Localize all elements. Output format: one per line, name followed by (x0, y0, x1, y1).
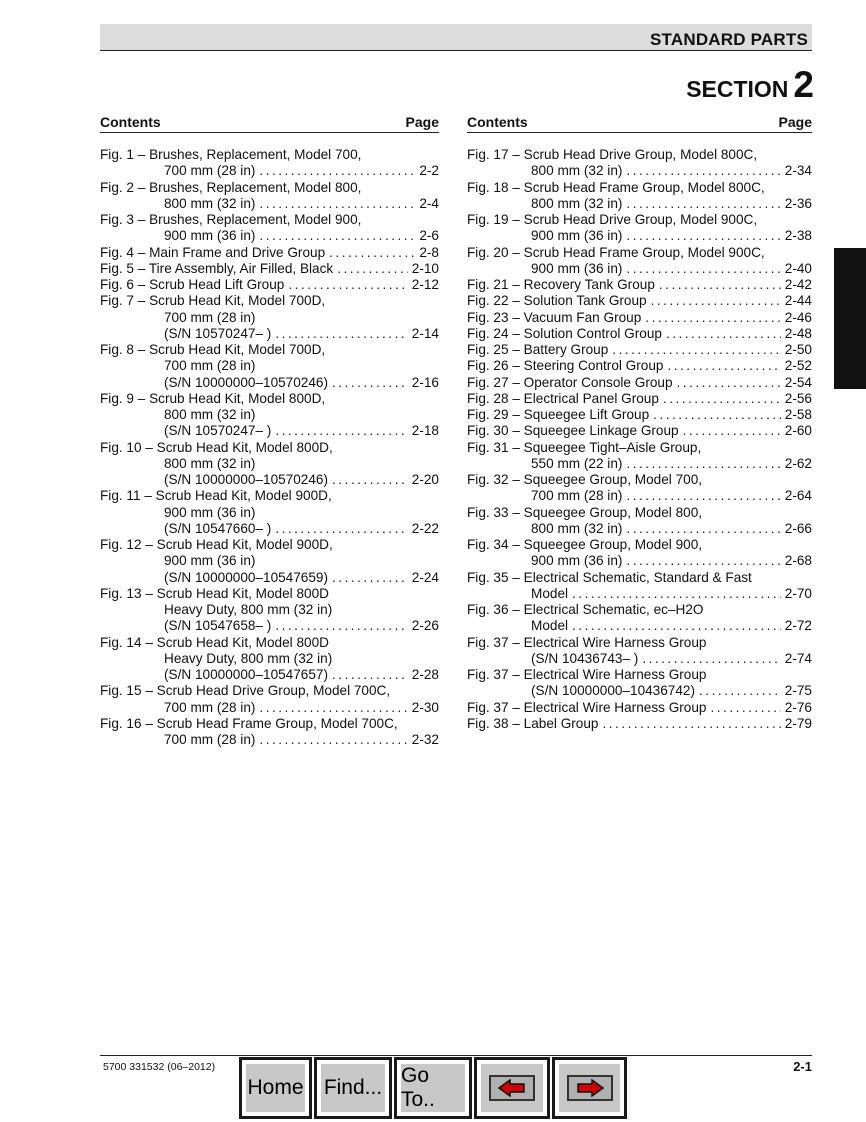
toc-entry-title: Fig. 37 – Electrical Wire Harness Group (467, 699, 707, 715)
toc-entry[interactable] (467, 407, 812, 423)
toc-page-number: 2-36 (784, 195, 812, 211)
dot-leader (699, 683, 781, 699)
dot-leader (683, 423, 781, 439)
toc-entry[interactable] (467, 342, 812, 358)
toc-entry-continuation[interactable] (100, 667, 439, 683)
dot-leader (651, 293, 781, 309)
toc-page-number: 2-46 (784, 309, 812, 325)
toc-entry-title: Fig. 8 – Scrub Head Kit, Model 700D, (100, 342, 326, 357)
toc-entry (100, 212, 439, 228)
toc-entry-continuation[interactable] (467, 488, 812, 504)
dot-leader (275, 521, 407, 537)
toc-page-number: 2-8 (419, 244, 439, 260)
toc-page-number: 2-75 (784, 683, 812, 699)
section-word: SECTION (686, 76, 789, 102)
toc-entry-continuation[interactable] (100, 228, 439, 244)
header-title: STANDARD PARTS (650, 30, 808, 49)
toc-entry-title: 550 mm (22 in) (531, 455, 623, 471)
toc-page-number: 2-20 (411, 472, 439, 487)
dot-leader (659, 277, 781, 293)
toc-entry (100, 488, 439, 504)
dot-leader (259, 732, 407, 748)
toc-entry-title: Fig. 18 – Scrub Head Frame Group, Model 800C, (467, 179, 765, 195)
toc-entry-continuation[interactable] (100, 326, 439, 342)
dot-leader (259, 228, 415, 244)
toc-entry-title: Fig. 1 – Brushes, Replacement, Model 700, (100, 147, 362, 162)
home-button-label: Home (246, 1064, 305, 1112)
toc-entry[interactable] (467, 700, 812, 716)
dot-leader (259, 700, 407, 716)
toc-page-number: 2-32 (411, 732, 439, 747)
toc-entry-title: Fig. 32 – Squeegee Group, Model 700, (467, 472, 703, 487)
footer-doc-number: 5700 331532 (06–2012) (103, 1061, 216, 1073)
toc-entry-title: (S/N 10000000–10547659) (164, 569, 329, 585)
toc-entry-title: Fig. 17 – Scrub Head Drive Group, Model 800C, (467, 147, 758, 162)
toc-entry (100, 180, 439, 196)
toc-entry-title: Fig. 14 – Scrub Head Kit, Model 800D (100, 634, 329, 650)
toc-left-heading (100, 110, 439, 133)
toc-page-number: 2-60 (784, 423, 812, 439)
toc-entry-continuation[interactable] (467, 651, 812, 667)
toc-entry-title: Fig. 6 – Scrub Head Lift Group (100, 277, 285, 292)
toc-entry-title: 700 mm (28 in) (164, 699, 256, 715)
dot-leader (667, 358, 780, 374)
section-number: 2 (793, 64, 814, 105)
toc-page-number: 2-42 (784, 277, 812, 292)
toc-page-number: 2-48 (784, 325, 812, 341)
toc-entry-title: Fig. 21 – Recovery Tank Group (467, 277, 655, 292)
toc-entry[interactable] (100, 245, 439, 261)
toc-entry-continuation[interactable] (467, 456, 812, 472)
toc-entry[interactable] (467, 375, 812, 391)
toc-entry-title: Fig. 16 – Scrub Head Frame Group, Model 700C, (100, 715, 398, 731)
toc-entry-title: (S/N 10000000–10547657) (164, 667, 329, 682)
home-button[interactable] (239, 1057, 312, 1119)
toc-page-number: 2-28 (411, 667, 439, 682)
find-button[interactable] (314, 1057, 392, 1119)
toc-entry-continuation[interactable] (100, 618, 439, 634)
dot-leader (626, 456, 780, 472)
toc-entry-title: 700 mm (28 in) (531, 488, 623, 504)
toc-entry-title: Fig. 31 – Squeegee Tight–Aisle Group, (467, 439, 702, 455)
contents-heading: Contents (100, 114, 161, 130)
toc-entry-continuation[interactable] (467, 228, 812, 244)
toc-entry-title: Fig. 15 – Scrub Head Drive Group, Model 700C, (100, 683, 391, 699)
section-title (686, 64, 814, 106)
dot-leader (259, 196, 415, 212)
toc-left-entries (100, 147, 439, 748)
toc-entry (467, 147, 812, 163)
toc-entry-title: 800 mm (32 in) (531, 520, 623, 536)
toc-entry-title: (S/N 10570247– ) (164, 423, 272, 439)
toc-entry-title: Fig. 5 – Tire Assembly, Air Filled, Black (100, 260, 334, 276)
toc-entry (100, 586, 439, 602)
toc-entry[interactable] (467, 423, 812, 439)
toc-entry[interactable] (467, 716, 812, 732)
toc-page-number: 2-22 (411, 520, 439, 536)
toc-page-number: 2-72 (784, 618, 812, 634)
toc-entry-title: 900 mm (36 in) (531, 553, 623, 569)
toc-entry-title: Fig. 36 – Electrical Schematic, ec–H2O (467, 602, 704, 617)
toc-page-number: 2-4 (419, 195, 439, 211)
dot-leader (626, 553, 780, 569)
find-button-label: Find... (321, 1064, 385, 1112)
toc-entry[interactable] (467, 326, 812, 342)
contents-heading: Contents (467, 114, 528, 130)
toc-entry-continuation[interactable] (467, 163, 812, 179)
toc-entry-title: Heavy Duty, 800 mm (32 in) (164, 650, 333, 666)
goto-button-label: Go To.. (401, 1064, 465, 1112)
dot-leader (337, 261, 408, 277)
toc-page-number: 2-44 (784, 293, 812, 309)
toc-entry[interactable] (467, 293, 812, 309)
toc-entry (100, 391, 439, 407)
toc-entry[interactable] (467, 391, 812, 407)
dot-leader (626, 228, 780, 244)
dot-leader (626, 163, 780, 179)
toc-entry-title: 900 mm (36 in) (164, 228, 256, 244)
toc-entry (100, 537, 439, 553)
toc-entry-title: Fig. 30 – Squeegee Linkage Group (467, 423, 679, 439)
right-arrow-icon (567, 1075, 613, 1101)
toc-page-number: 2-79 (784, 715, 812, 731)
toc-entry (467, 180, 812, 196)
toc-entry[interactable] (467, 310, 812, 326)
toc-page-number: 2-16 (411, 374, 439, 390)
next-page-button[interactable] (552, 1057, 627, 1119)
toc-page-number: 2-12 (411, 277, 439, 292)
toc-entry[interactable] (100, 277, 439, 293)
toc-entry (467, 212, 812, 228)
footer-rule (100, 1055, 812, 1056)
toc-entry-continuation[interactable] (467, 618, 812, 634)
toc-page-number: 2-68 (784, 553, 812, 569)
toc-entry-title: Model (531, 585, 569, 601)
dot-leader (572, 618, 781, 634)
toc-entry-title: Fig. 23 – Vacuum Fan Group (467, 309, 642, 325)
toc-right-column (467, 110, 812, 732)
toc-entry-title: Fig. 25 – Battery Group (467, 342, 609, 357)
toc-entry-title: Fig. 3 – Brushes, Replacement, Model 900, (100, 212, 362, 227)
toc-entry (467, 667, 812, 683)
toc-page-number: 2-66 (784, 520, 812, 536)
toc-entry-continuation[interactable] (100, 375, 439, 391)
toc-entry-title: Fig. 27 – Operator Console Group (467, 374, 673, 390)
previous-page-button[interactable] (474, 1057, 550, 1119)
dot-leader (677, 375, 781, 391)
toc-entry-title: (S/N 10547660– ) (164, 520, 272, 536)
toc-entry-continuation[interactable] (467, 521, 812, 537)
toc-entry-continuation (100, 602, 439, 618)
dot-leader (603, 716, 781, 732)
toc-entry-title: (S/N 10000000–10570246) (164, 374, 329, 390)
toc-entry-title: 800 mm (32 in) (531, 163, 623, 179)
toc-entry-title: Fig. 37 – Electrical Wire Harness Group (467, 634, 707, 650)
toc-page-number: 2-14 (411, 325, 439, 341)
toc-entry-title: (S/N 10000000–10570246) (164, 472, 329, 487)
toc-entry-title: Fig. 24 – Solution Control Group (467, 325, 662, 341)
toc-entry-title: 800 mm (32 in) (164, 195, 256, 211)
toc-entry-title: 700 mm (28 in) (164, 358, 256, 374)
toc-entry-continuation (100, 505, 439, 521)
dot-leader (666, 326, 781, 342)
toc-entry-continuation (100, 358, 439, 374)
dot-leader (572, 586, 781, 602)
toc-entry-title: Fig. 9 – Scrub Head Kit, Model 800D, (100, 390, 326, 406)
toc-entry (100, 716, 439, 732)
dot-leader (275, 618, 407, 634)
toc-entry (467, 537, 812, 553)
toc-entry-title: Fig. 20 – Scrub Head Frame Group, Model 900C, (467, 244, 765, 260)
toc-page-number: 2-56 (784, 390, 812, 406)
toc-entry-title: Fig. 2 – Brushes, Replacement, Model 800, (100, 179, 362, 195)
toc-entry-title: (S/N 10547658– ) (164, 618, 272, 634)
toc-page-number: 2-54 (784, 374, 812, 390)
page-heading: Page (778, 114, 812, 130)
toc-page-number: 2-2 (419, 163, 439, 179)
toc-entry (100, 147, 439, 163)
toc-page-number: 2-34 (784, 163, 812, 179)
toc-entry-continuation (100, 310, 439, 326)
toc-entry-title: Fig. 33 – Squeegee Group, Model 800, (467, 504, 703, 520)
toc-page-number: 2-76 (784, 699, 812, 715)
toc-entry-continuation[interactable] (100, 700, 439, 716)
toc-entry-continuation[interactable] (467, 553, 812, 569)
toc-entry-title: Fig. 38 – Label Group (467, 715, 599, 731)
toc-entry-title: 900 mm (36 in) (531, 260, 623, 276)
goto-button[interactable] (394, 1057, 472, 1119)
toc-page-number: 2-74 (784, 650, 812, 666)
toc-entry-continuation (100, 553, 439, 569)
toc-entry-title: Fig. 7 – Scrub Head Kit, Model 700D, (100, 293, 326, 309)
toc-entry-title: 900 mm (36 in) (164, 553, 256, 569)
toc-page-number: 2-26 (411, 618, 439, 634)
dot-leader (710, 700, 780, 716)
toc-entry-title: Fig. 19 – Scrub Head Drive Group, Model 900C, (467, 212, 758, 227)
toc-entry (467, 245, 812, 261)
toc-entry-title: Fig. 26 – Steering Control Group (467, 358, 664, 374)
toc-page-number: 2-30 (411, 699, 439, 715)
toc-page-number: 2-62 (784, 455, 812, 471)
toc-entry[interactable] (467, 358, 812, 374)
toc-entry-title: Fig. 29 – Squeegee Lift Group (467, 407, 650, 422)
toc-entry-continuation[interactable] (100, 472, 439, 488)
toc-left-column (100, 110, 439, 748)
toc-entry-title: Fig. 12 – Scrub Head Kit, Model 900D, (100, 537, 333, 552)
dot-leader (288, 277, 407, 293)
toc-page-number: 2-64 (784, 488, 812, 504)
toc-entry-continuation[interactable] (100, 521, 439, 537)
toc-entry-continuation[interactable] (100, 423, 439, 439)
toc-entry-continuation[interactable] (467, 196, 812, 212)
toc-page-number: 2-10 (411, 260, 439, 276)
toc-entry-title: 900 mm (36 in) (531, 228, 623, 244)
toc-entry-title: 800 mm (32 in) (531, 195, 623, 211)
footer-page-number: 2-1 (793, 1059, 812, 1074)
toc-page-number: 2-40 (784, 260, 812, 276)
dot-leader (332, 667, 408, 683)
toc-entry-title: 700 mm (28 in) (164, 732, 256, 747)
toc-entry-continuation[interactable] (467, 261, 812, 277)
page-heading: Page (405, 114, 439, 130)
toc-page-number: 2-38 (784, 228, 812, 244)
toc-entry-continuation (100, 407, 439, 423)
toc-entry-continuation (100, 651, 439, 667)
toc-page-number: 2-52 (784, 358, 812, 374)
dot-leader (626, 261, 780, 277)
toc-entry (100, 293, 439, 309)
toc-entry-title: Fig. 37 – Electrical Wire Harness Group (467, 667, 707, 682)
dot-leader (642, 651, 780, 667)
toc-entry (467, 440, 812, 456)
dot-leader (626, 521, 780, 537)
toc-page-number: 2-70 (784, 585, 812, 601)
left-arrow-icon (489, 1075, 535, 1101)
toc-entry-title: Heavy Duty, 800 mm (32 in) (164, 602, 333, 617)
toc-page-number: 2-24 (411, 569, 439, 585)
toc-entry-title: (S/N 10000000–10436742) (531, 683, 696, 699)
toc-right-heading (467, 110, 812, 133)
toc-entry-title: 800 mm (32 in) (164, 407, 256, 422)
dot-leader (663, 391, 781, 407)
toc-entry-title: (S/N 10436743– ) (531, 650, 639, 666)
toc-entry-continuation (100, 456, 439, 472)
toc-entry[interactable] (467, 277, 812, 293)
toc-entry-continuation[interactable] (467, 586, 812, 602)
toc-entry-continuation[interactable] (467, 683, 812, 699)
dot-leader (275, 326, 407, 342)
toc-entry-title: Fig. 35 – Electrical Schematic, Standard & Fast (467, 569, 752, 585)
toc-entry (467, 505, 812, 521)
toc-entry-title: Fig. 28 – Electrical Panel Group (467, 390, 659, 406)
toc-entry-continuation[interactable] (100, 570, 439, 586)
toc-entry-title: Fig. 22 – Solution Tank Group (467, 293, 647, 309)
toc-entry-title: 800 mm (32 in) (164, 455, 256, 471)
toc-entry-title: Model (531, 618, 569, 634)
toc-entry[interactable] (100, 261, 439, 277)
dot-leader (626, 488, 780, 504)
dot-leader (332, 375, 408, 391)
toc-right-entries (467, 147, 812, 732)
toc-entry-title: Fig. 4 – Main Frame and Drive Group (100, 244, 326, 260)
toc-entry (467, 570, 812, 586)
dot-leader (332, 570, 408, 586)
toc-page-number: 2-50 (784, 342, 812, 357)
toc-entry-title: Fig. 10 – Scrub Head Kit, Model 800D, (100, 439, 333, 455)
toc-entry-title: Fig. 34 – Squeegee Group, Model 900, (467, 537, 703, 552)
toc-entry (100, 342, 439, 358)
toc-page-number: 2-58 (784, 407, 812, 422)
toc-entry-continuation[interactable] (100, 196, 439, 212)
dot-leader (626, 196, 780, 212)
header-band (100, 24, 812, 51)
toc-entry-title: (S/N 10570247– ) (164, 325, 272, 341)
dot-leader (645, 310, 780, 326)
toc-page-number: 2-6 (419, 228, 439, 244)
dot-leader (275, 423, 407, 439)
toc-page-number: 2-18 (411, 423, 439, 439)
section-tab-marker (834, 248, 866, 389)
toc-entry (467, 602, 812, 618)
toc-entry (467, 635, 812, 651)
toc-entry-title: Fig. 13 – Scrub Head Kit, Model 800D (100, 585, 329, 601)
dot-leader (329, 245, 415, 261)
toc-entry-title: 900 mm (36 in) (164, 504, 256, 520)
toc-entry-continuation[interactable] (100, 163, 439, 179)
toc-entry (100, 635, 439, 651)
toc-entry-title: 700 mm (28 in) (164, 163, 256, 179)
toc-entry (100, 683, 439, 699)
toc-entry (467, 472, 812, 488)
toc-entry-continuation[interactable] (100, 732, 439, 748)
toc-entry-title: 700 mm (28 in) (164, 309, 256, 325)
dot-leader (332, 472, 408, 488)
dot-leader (612, 342, 780, 358)
dot-leader (653, 407, 781, 423)
toc-entry-title: Fig. 11 – Scrub Head Kit, Model 900D, (100, 488, 332, 504)
dot-leader (259, 163, 415, 179)
toc-entry (100, 440, 439, 456)
